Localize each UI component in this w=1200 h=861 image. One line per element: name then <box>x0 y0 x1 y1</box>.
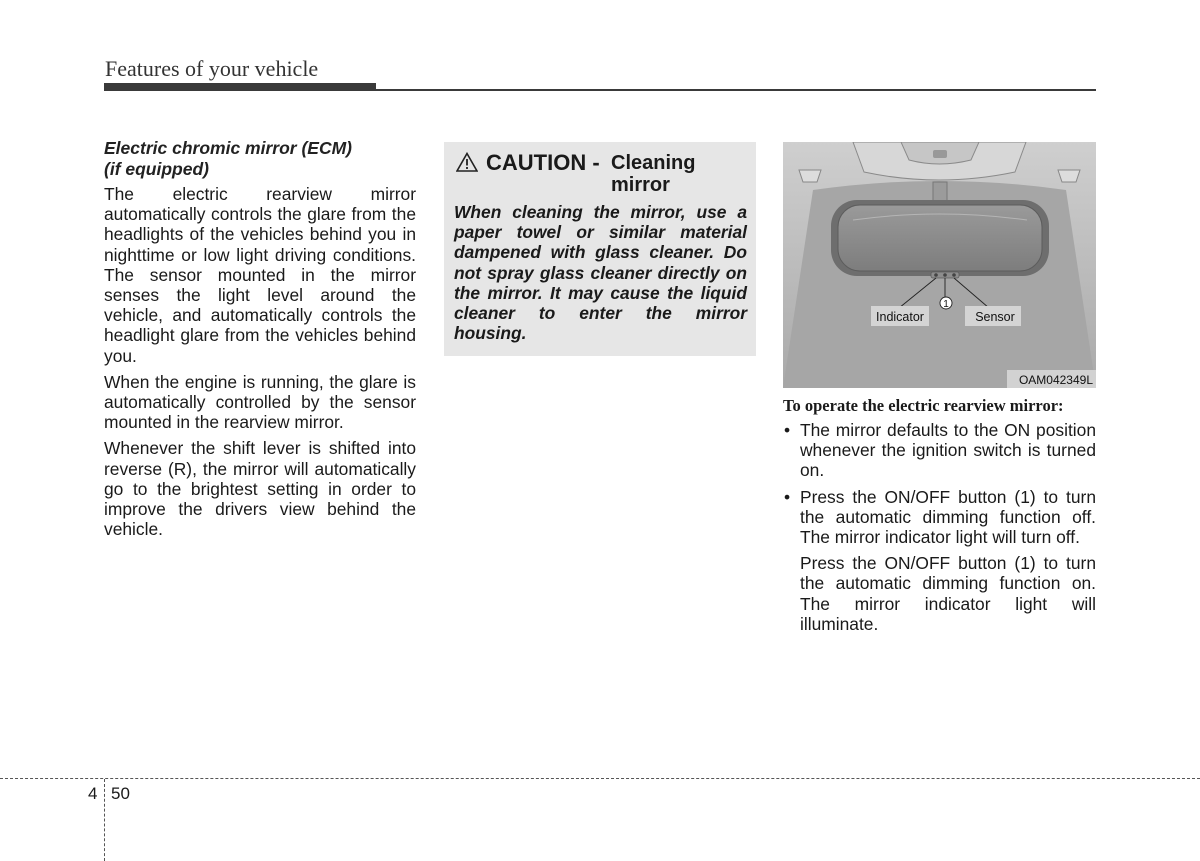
bullet-dot: • <box>784 486 791 507</box>
list-item-text: Press the ON/OFF button (1) to turn the automatic dimming function off. The mirror indicator light will turn off. <box>800 486 1096 548</box>
mirror-drawing <box>783 142 1096 388</box>
warning-triangle-icon <box>456 152 478 172</box>
footer-rule <box>0 778 1200 779</box>
callout-number: 1 <box>943 299 949 310</box>
caution-subject: Cleaning mirror <box>611 152 696 196</box>
operation-section <box>783 396 1096 634</box>
header-rule <box>104 89 1096 91</box>
figure-code: OAM042349L <box>1018 373 1093 387</box>
indicator-label: Indicator <box>876 310 924 324</box>
chapter-number: 4 <box>88 784 98 803</box>
mirror-illustration <box>783 142 1096 388</box>
caution-label: CAUTION - <box>486 150 600 175</box>
paragraph: Whenever the shift lever is shifted into reverse (R), the mirror will automatically go to the brightest setting in order to improve the drivers view behind the vehicle. <box>104 438 416 540</box>
section-heading-line1: Electric chromic mirror (ECM) <box>104 138 352 158</box>
section-heading <box>104 138 416 180</box>
list-item-text: The mirror defaults to the ON position whenever the ignition switch is turned on. <box>800 420 1096 481</box>
caution-body: When cleaning the mirror, use a paper towel or similar material dampened with glass cleaner. Do not spray glass cleaner directly on the mirror. It may cause the liquid cleaner to enter the mirror housing. <box>454 202 747 344</box>
ecm-section <box>104 138 416 545</box>
section-heading-line2: (if equipped) <box>104 159 209 179</box>
sensor-label: Sensor <box>975 310 1015 324</box>
paragraph: When the engine is running, the glare is automatically controlled by the sensor mounted in the rearview mirror. <box>104 371 416 433</box>
caution-title <box>454 152 754 200</box>
list-item <box>783 420 1096 481</box>
list-item <box>783 487 1096 548</box>
paragraph: The electric rearview mirror automatically controls the glare from the headlights of the vehicles behind you in nighttime or low light driving conditions. The sensor mounted in the mirror senses the light level around the vehicle, and automatically controls the headlight glare from the vehicles behind you. <box>104 184 416 366</box>
page-header-title: Features of your vehicle <box>105 56 319 81</box>
continuation-paragraph: Press the ON/OFF button (1) to turn the automatic dimming function on. The mirror indicator light will illuminate. <box>800 553 1096 634</box>
footer-divider <box>104 779 105 861</box>
page-number: 50 <box>111 784 130 803</box>
bullet-dot: • <box>784 420 791 440</box>
caution-box <box>444 142 756 356</box>
operation-heading: To operate the electric rearview mirror: <box>783 396 1064 415</box>
